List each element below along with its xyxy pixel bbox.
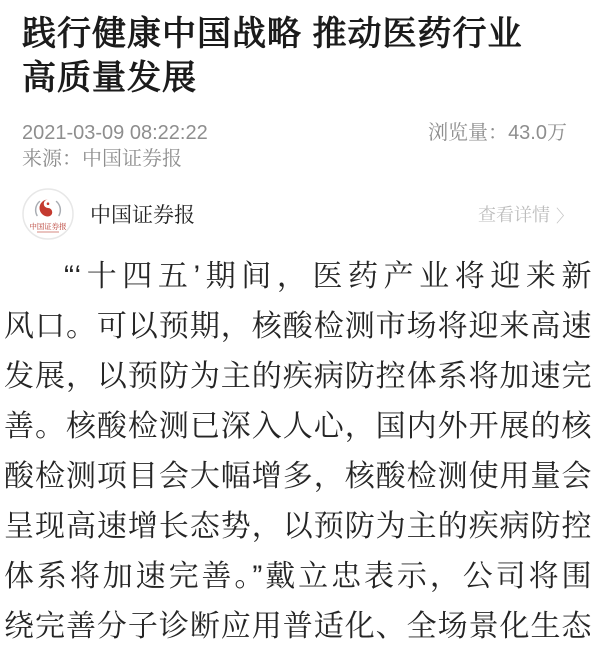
article-title — [0, 10, 600, 100]
article-body-line: 绕完善分子诊断应用普适化、全场景化生态 — [4, 610, 592, 643]
publisher-logo-icon — [22, 188, 74, 240]
article-body-line: 呈现高速增长态势，以预防为主的疾病防控 — [4, 510, 592, 543]
source-label: 来源： — [22, 148, 82, 170]
publisher-bar[interactable] — [0, 188, 600, 240]
source-value: 中国证券报 — [82, 148, 182, 170]
article-body-line: “‘十四五’期间，医药产业将迎来新 — [64, 260, 592, 293]
view-details-link[interactable] — [478, 201, 573, 227]
view-count-value: 43.0万 — [508, 122, 567, 144]
chevron-right-icon: 〉 — [556, 206, 573, 226]
article-body-line: 酸检测项目会大幅增多，核酸检测使用量会 — [4, 460, 592, 493]
article-title-line: 高质量发展 — [22, 59, 197, 97]
article-body-line: 风口。可以预期，核酸检测市场将迎来高速 — [4, 310, 592, 343]
article-body — [0, 252, 600, 652]
article-body-line: 发展，以预防为主的疾病防控体系将加速完 — [4, 360, 592, 393]
view-details-label: 查看详情 — [478, 205, 550, 225]
logo-calligraphy-text: 中国证券报 — [29, 222, 67, 231]
publish-time: 2021-03-09 08:22:22 — [22, 122, 208, 144]
view-count — [428, 120, 567, 146]
meta-row — [0, 120, 600, 146]
article-title-line: 践行健康中国战略 推动医药行业 — [22, 15, 523, 53]
view-count-label: 浏览量： — [428, 122, 509, 144]
article-body-line: 善。核酸检测已深入人心，国内外开展的核 — [4, 410, 592, 443]
source-row — [0, 146, 600, 172]
article-body-line: 体系将加速完善。”戴立忠表示，公司将围 — [4, 560, 592, 593]
publisher-name: 中国证券报 — [90, 204, 195, 227]
